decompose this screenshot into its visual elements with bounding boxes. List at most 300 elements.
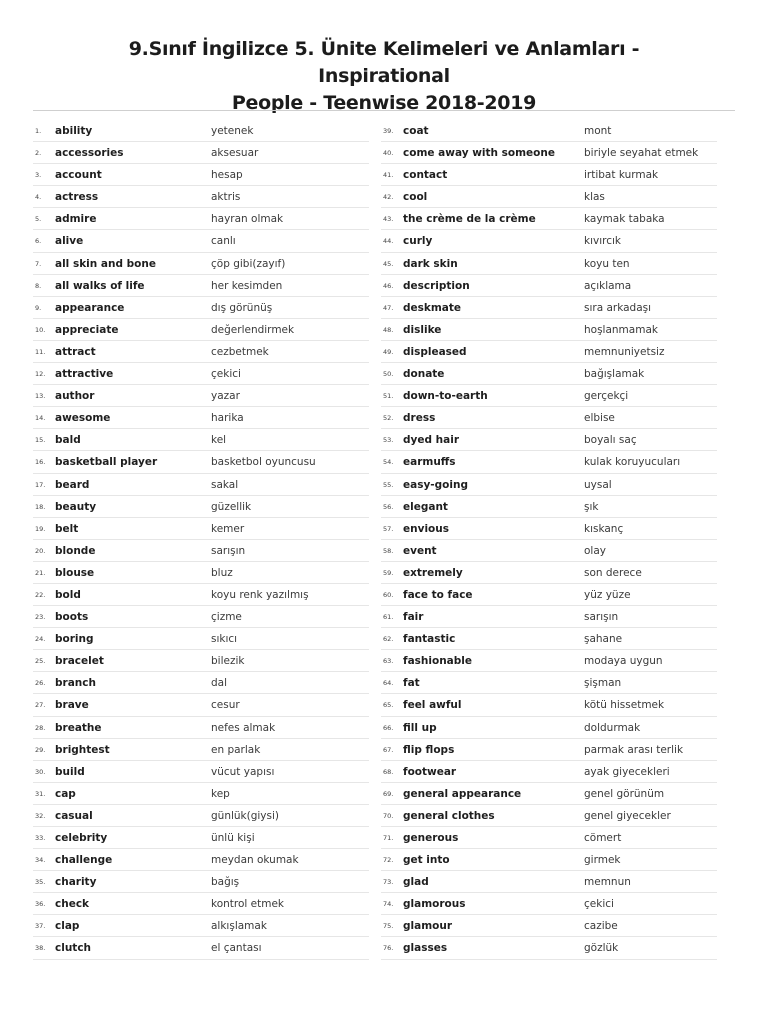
vocab-row bbox=[33, 650, 369, 672]
vocab-word: generous bbox=[403, 832, 459, 844]
vocab-number: 33. bbox=[35, 834, 46, 842]
vocab-word: admire bbox=[55, 213, 97, 226]
vocab-row bbox=[381, 915, 717, 937]
vocab-word: dyed hair bbox=[403, 434, 459, 447]
vocab-word: glad bbox=[403, 876, 429, 889]
vocab-row bbox=[33, 827, 369, 849]
vocab-number: 29. bbox=[35, 745, 46, 754]
vocab-meaning: canlı bbox=[211, 235, 236, 248]
vocab-word: glasses bbox=[403, 942, 448, 955]
vocab-meaning: şık bbox=[584, 500, 599, 513]
vocab-row bbox=[381, 937, 717, 959]
vocab-row bbox=[33, 562, 369, 584]
vocab-row bbox=[33, 363, 369, 385]
vocab-word: boring bbox=[55, 633, 94, 646]
vocab-meaning: harika bbox=[211, 412, 244, 425]
vocab-word: fashionable bbox=[403, 655, 472, 668]
vocab-row bbox=[33, 474, 369, 496]
vocab-word: flip flops bbox=[403, 743, 455, 756]
vocab-row bbox=[33, 937, 369, 959]
vocab-row bbox=[33, 142, 369, 164]
vocab-row bbox=[381, 584, 717, 606]
vocab-word: contact bbox=[403, 169, 448, 182]
vocab-row bbox=[381, 672, 717, 694]
vocab-row bbox=[33, 672, 369, 694]
vocab-meaning: genel görünüm bbox=[584, 787, 665, 800]
vocab-meaning: mont bbox=[584, 125, 612, 137]
vocab-number: 60. bbox=[383, 590, 394, 599]
vocab-number: 5. bbox=[35, 215, 42, 224]
vocab-meaning: kel bbox=[211, 434, 227, 447]
vocab-number: 2. bbox=[35, 149, 42, 158]
vocab-row bbox=[33, 297, 369, 319]
vocab-word: coat bbox=[403, 125, 429, 137]
vocab-meaning: girmek bbox=[584, 854, 621, 867]
vocab-row bbox=[33, 849, 369, 871]
vocab-meaning: olay bbox=[584, 544, 606, 557]
vocab-word: awesome bbox=[55, 412, 111, 425]
vocab-word: all skin and bone bbox=[55, 257, 156, 270]
vocab-number: 72. bbox=[383, 856, 394, 865]
vocab-number: 71. bbox=[383, 834, 394, 842]
vocab-word: the crème de la crème bbox=[403, 213, 536, 226]
vocab-meaning: bluz bbox=[211, 566, 233, 579]
vocab-meaning: cesur bbox=[211, 699, 240, 712]
vocab-word: donate bbox=[403, 368, 445, 381]
vocab-meaning: meydan okumak bbox=[211, 854, 299, 867]
vocab-meaning: memnuniyetsiz bbox=[584, 345, 665, 358]
vocab-meaning: sıra arkadaşı bbox=[584, 301, 652, 314]
vocab-row bbox=[33, 451, 369, 473]
vocab-meaning: kep bbox=[211, 787, 230, 800]
vocab-meaning: çekici bbox=[211, 368, 241, 381]
vocab-column-left bbox=[33, 120, 369, 960]
vocab-number: 42. bbox=[383, 193, 394, 202]
vocab-number: 69. bbox=[383, 789, 394, 798]
vocab-meaning: koyu ten bbox=[584, 257, 630, 270]
vocab-meaning: elbise bbox=[584, 412, 615, 425]
vocab-number: 13. bbox=[35, 392, 46, 401]
vocab-number: 54. bbox=[383, 458, 394, 467]
vocab-word: fair bbox=[403, 611, 424, 624]
vocab-number: 41. bbox=[383, 171, 394, 180]
vocab-row bbox=[33, 717, 369, 739]
vocab-meaning: parmak arası terlik bbox=[584, 743, 684, 756]
vocab-number: 6. bbox=[35, 237, 42, 246]
vocab-meaning: sıkıcı bbox=[211, 633, 238, 646]
vocab-meaning: boyalı saç bbox=[584, 434, 637, 447]
vocab-row bbox=[381, 871, 717, 893]
vocab-number: 24. bbox=[35, 635, 46, 644]
vocab-word: actress bbox=[55, 191, 99, 204]
vocab-number: 45. bbox=[383, 259, 394, 268]
title-divider bbox=[33, 110, 735, 111]
vocab-row bbox=[33, 805, 369, 827]
vocab-number: 25. bbox=[35, 657, 46, 666]
vocab-number: 32. bbox=[35, 811, 46, 820]
vocab-row bbox=[33, 341, 369, 363]
vocab-row bbox=[381, 186, 717, 208]
vocab-number: 76. bbox=[383, 944, 394, 953]
vocab-word: basketball player bbox=[55, 456, 158, 469]
vocab-number: 58. bbox=[383, 546, 394, 555]
vocab-number: 21. bbox=[35, 568, 46, 577]
vocab-word: general clothes bbox=[403, 809, 495, 822]
vocab-column-right bbox=[381, 120, 717, 960]
vocab-number: 16. bbox=[35, 458, 46, 467]
vocab-number: 23. bbox=[35, 613, 46, 622]
vocab-meaning: hayran olmak bbox=[211, 213, 284, 226]
vocab-number: 49. bbox=[383, 347, 394, 356]
vocab-meaning: yüz yüze bbox=[584, 588, 631, 601]
vocab-row bbox=[33, 915, 369, 937]
vocab-word: clutch bbox=[55, 942, 92, 955]
vocab-row bbox=[33, 120, 369, 142]
vocab-number: 67. bbox=[383, 745, 394, 754]
vocab-meaning: cazibe bbox=[584, 920, 618, 933]
vocab-word: deskmate bbox=[403, 301, 462, 314]
vocab-meaning: ayak giyecekleri bbox=[584, 765, 670, 778]
vocab-meaning: çöp gibi(zayıf) bbox=[211, 257, 286, 270]
vocab-meaning: gözlük bbox=[584, 942, 619, 955]
vocab-word: extremely bbox=[403, 566, 463, 579]
vocab-word: event bbox=[403, 544, 437, 557]
vocab-word: general appearance bbox=[403, 787, 522, 800]
vocab-number: 31. bbox=[35, 789, 46, 798]
vocab-number: 26. bbox=[35, 679, 46, 688]
vocab-number: 56. bbox=[383, 502, 394, 511]
vocab-word: brightest bbox=[55, 743, 110, 756]
vocab-number: 47. bbox=[383, 303, 394, 312]
vocab-row bbox=[33, 628, 369, 650]
vocab-meaning: kulak koruyucuları bbox=[584, 456, 681, 469]
vocab-meaning: kemer bbox=[211, 522, 245, 535]
vocab-number: 30. bbox=[35, 767, 46, 776]
vocab-row bbox=[381, 253, 717, 275]
vocab-word: fat bbox=[403, 677, 420, 690]
vocab-meaning: biriyle seyahat etmek bbox=[584, 147, 699, 160]
vocab-word: beauty bbox=[55, 500, 97, 513]
vocab-row bbox=[381, 628, 717, 650]
vocab-number: 66. bbox=[383, 723, 394, 732]
vocab-row bbox=[381, 540, 717, 562]
vocab-meaning: el çantası bbox=[211, 942, 262, 955]
vocab-meaning: uysal bbox=[584, 478, 612, 491]
vocab-word: belt bbox=[55, 522, 79, 535]
vocab-word: envious bbox=[403, 522, 449, 535]
vocab-meaning: koyu renk yazılmış bbox=[211, 588, 309, 601]
vocab-word: charity bbox=[55, 876, 97, 889]
vocab-meaning: dış görünüş bbox=[211, 301, 273, 314]
vocab-word: check bbox=[55, 898, 90, 911]
vocab-meaning: ünlü kişi bbox=[211, 832, 255, 844]
vocab-number: 68. bbox=[383, 767, 394, 776]
vocab-number: 20. bbox=[35, 546, 46, 555]
vocab-meaning: doldurmak bbox=[584, 721, 641, 734]
vocab-row bbox=[381, 717, 717, 739]
vocab-number: 10. bbox=[35, 325, 46, 334]
vocab-word: dislike bbox=[403, 323, 442, 336]
vocab-word: feel awful bbox=[403, 699, 462, 712]
vocab-number: 37. bbox=[35, 922, 46, 931]
vocab-meaning: vücut yapısı bbox=[211, 765, 275, 778]
vocab-meaning: sakal bbox=[211, 478, 239, 491]
vocab-row bbox=[381, 694, 717, 716]
vocab-word: bold bbox=[55, 588, 81, 601]
vocab-row bbox=[381, 120, 717, 142]
vocab-row bbox=[381, 142, 717, 164]
vocab-number: 1. bbox=[35, 127, 42, 135]
vocab-word: glamorous bbox=[403, 898, 466, 911]
vocab-row bbox=[381, 761, 717, 783]
vocab-row bbox=[33, 584, 369, 606]
vocab-number: 28. bbox=[35, 723, 46, 732]
vocab-word: build bbox=[55, 765, 85, 778]
vocab-row bbox=[381, 208, 717, 230]
vocab-word: get into bbox=[403, 854, 450, 867]
vocab-row bbox=[381, 451, 717, 473]
vocab-meaning: güzellik bbox=[211, 500, 252, 513]
vocab-word: come away with someone bbox=[403, 147, 555, 160]
vocab-word: casual bbox=[55, 809, 93, 822]
vocab-word: all walks of life bbox=[55, 279, 145, 292]
title-line-2: People - Teenwise 2018-2019 bbox=[231, 92, 537, 114]
vocab-word: fill up bbox=[403, 721, 437, 734]
vocab-number: 14. bbox=[35, 414, 46, 423]
vocab-meaning: nefes almak bbox=[211, 721, 276, 734]
vocab-meaning: sarışın bbox=[211, 544, 246, 557]
vocab-meaning: bilezik bbox=[211, 655, 245, 668]
vocab-meaning: sarışın bbox=[584, 611, 619, 624]
vocab-number: 65. bbox=[383, 701, 394, 710]
vocab-meaning: en parlak bbox=[211, 743, 261, 756]
vocab-number: 74. bbox=[383, 900, 394, 909]
vocab-number: 12. bbox=[35, 370, 46, 379]
vocab-meaning: her kesimden bbox=[211, 279, 283, 292]
vocab-number: 35. bbox=[35, 878, 46, 887]
vocab-number: 52. bbox=[383, 414, 394, 423]
vocab-number: 17. bbox=[35, 480, 46, 489]
vocab-row bbox=[381, 827, 717, 849]
vocab-meaning: alkışlamak bbox=[211, 920, 267, 933]
vocab-meaning: yetenek bbox=[211, 125, 254, 137]
vocab-row bbox=[33, 164, 369, 186]
vocab-word: breathe bbox=[55, 721, 102, 734]
vocab-row bbox=[33, 230, 369, 252]
vocab-number: 50. bbox=[383, 370, 394, 379]
vocab-meaning: aktris bbox=[211, 191, 241, 204]
vocab-word: down-to-earth bbox=[403, 390, 488, 403]
vocab-number: 40. bbox=[383, 149, 394, 158]
vocab-meaning: kıvırcık bbox=[584, 235, 621, 248]
vocab-word: attractive bbox=[55, 368, 114, 381]
vocab-row bbox=[33, 761, 369, 783]
vocab-meaning: irtibat kurmak bbox=[584, 169, 659, 182]
vocab-meaning: genel giyecekler bbox=[584, 809, 671, 822]
vocab-number: 19. bbox=[35, 524, 46, 533]
vocab-row bbox=[381, 275, 717, 297]
vocab-meaning: çizme bbox=[211, 611, 242, 624]
vocab-meaning: açıklama bbox=[584, 279, 632, 292]
vocab-word: bald bbox=[55, 434, 81, 447]
vocab-number: 57. bbox=[383, 524, 394, 533]
vocab-row bbox=[381, 496, 717, 518]
vocab-row bbox=[381, 893, 717, 915]
vocab-meaning: bağış bbox=[211, 876, 240, 889]
vocab-row bbox=[381, 297, 717, 319]
vocab-word: boots bbox=[55, 611, 89, 624]
vocab-row bbox=[381, 650, 717, 672]
vocab-number: 9. bbox=[35, 303, 42, 312]
vocab-number: 18. bbox=[35, 502, 46, 511]
vocab-number: 39. bbox=[383, 127, 394, 135]
vocab-row bbox=[381, 805, 717, 827]
vocab-row bbox=[381, 230, 717, 252]
vocab-word: author bbox=[55, 390, 95, 403]
vocab-row bbox=[381, 363, 717, 385]
vocab-meaning: basketbol oyuncusu bbox=[211, 456, 316, 469]
vocab-row bbox=[33, 694, 369, 716]
vocab-meaning: günlük(giysi) bbox=[211, 809, 280, 822]
vocab-number: 70. bbox=[383, 811, 394, 820]
vocab-meaning: kaymak tabaka bbox=[584, 213, 665, 226]
vocab-meaning: bağışlamak bbox=[584, 368, 645, 381]
vocab-number: 34. bbox=[35, 856, 46, 865]
vocab-meaning: şişman bbox=[584, 677, 622, 690]
vocab-meaning: cezbetmek bbox=[211, 345, 269, 358]
vocab-meaning: çekici bbox=[584, 898, 614, 911]
vocab-word: fantastic bbox=[403, 633, 456, 646]
vocab-meaning: şahane bbox=[584, 633, 623, 646]
vocab-meaning: hoşlanmamak bbox=[584, 323, 658, 336]
vocab-number: 22. bbox=[35, 590, 46, 599]
vocab-word: cool bbox=[403, 191, 428, 204]
vocab-word: earmuffs bbox=[403, 456, 456, 469]
vocab-meaning: dal bbox=[211, 677, 228, 690]
vocab-word: accessories bbox=[55, 147, 124, 160]
vocab-row bbox=[381, 164, 717, 186]
vocab-number: 59. bbox=[383, 568, 394, 577]
vocab-number: 7. bbox=[35, 259, 42, 268]
vocab-word: curly bbox=[403, 235, 433, 248]
vocab-row bbox=[381, 606, 717, 628]
vocab-number: 36. bbox=[35, 900, 46, 909]
vocab-number: 3. bbox=[35, 171, 42, 180]
vocab-row bbox=[33, 893, 369, 915]
vocab-word: branch bbox=[55, 677, 96, 690]
vocab-meaning: modaya uygun bbox=[584, 655, 663, 668]
vocab-meaning: memnun bbox=[584, 876, 631, 889]
page-title bbox=[60, 36, 708, 117]
vocab-word: dark skin bbox=[403, 257, 458, 270]
vocab-row bbox=[33, 606, 369, 628]
vocab-meaning: aksesuar bbox=[211, 147, 259, 160]
vocab-word: blonde bbox=[55, 544, 96, 557]
vocab-row bbox=[381, 783, 717, 805]
vocab-word: cap bbox=[55, 787, 76, 800]
vocab-number: 46. bbox=[383, 281, 394, 290]
vocab-meaning: cömert bbox=[584, 832, 622, 844]
vocab-meaning: kıskanç bbox=[584, 522, 624, 535]
vocab-word: appearance bbox=[55, 301, 125, 314]
vocab-row bbox=[33, 429, 369, 451]
vocab-number: 62. bbox=[383, 635, 394, 644]
vocab-word: displeased bbox=[403, 345, 467, 358]
vocab-row bbox=[381, 407, 717, 429]
vocab-number: 43. bbox=[383, 215, 394, 224]
vocab-word: appreciate bbox=[55, 323, 119, 336]
vocab-number: 61. bbox=[383, 613, 394, 622]
vocab-word: easy-going bbox=[403, 478, 468, 491]
vocab-meaning: klas bbox=[584, 191, 605, 204]
vocab-word: description bbox=[403, 279, 470, 292]
vocab-number: 8. bbox=[35, 281, 42, 290]
vocab-number: 63. bbox=[383, 657, 394, 666]
vocab-row bbox=[381, 319, 717, 341]
vocab-row bbox=[381, 562, 717, 584]
vocab-number: 48. bbox=[383, 325, 394, 334]
vocab-row bbox=[381, 429, 717, 451]
vocab-row bbox=[381, 474, 717, 496]
vocab-word: brave bbox=[55, 699, 89, 712]
title-line-1: 9.Sınıf İngilizce 5. Ünite Kelimeleri ve Anlamları - Inspirational bbox=[128, 38, 640, 87]
vocab-word: attract bbox=[55, 345, 96, 358]
vocab-row bbox=[33, 739, 369, 761]
vocab-word: challenge bbox=[55, 854, 113, 867]
vocab-meaning: değerlendirmek bbox=[211, 323, 295, 336]
vocab-number: 11. bbox=[35, 347, 46, 356]
vocab-word: account bbox=[55, 169, 102, 182]
vocab-word: alive bbox=[55, 235, 84, 248]
vocab-number: 64. bbox=[383, 679, 394, 688]
vocab-number: 15. bbox=[35, 436, 46, 445]
vocab-row bbox=[33, 783, 369, 805]
vocab-row bbox=[33, 496, 369, 518]
vocab-row bbox=[33, 208, 369, 230]
vocab-row bbox=[33, 275, 369, 297]
vocab-number: 73. bbox=[383, 878, 394, 887]
vocab-word: elegant bbox=[403, 500, 448, 513]
vocab-row bbox=[381, 341, 717, 363]
vocab-meaning: gerçekçi bbox=[584, 390, 629, 403]
vocab-number: 4. bbox=[35, 193, 42, 202]
vocab-word: footwear bbox=[403, 765, 457, 778]
vocab-word: ability bbox=[55, 125, 93, 137]
vocab-number: 75. bbox=[383, 922, 394, 931]
vocab-row bbox=[33, 385, 369, 407]
vocab-row bbox=[381, 849, 717, 871]
vocab-row bbox=[381, 739, 717, 761]
vocab-number: 55. bbox=[383, 480, 394, 489]
vocab-number: 27. bbox=[35, 701, 46, 710]
vocab-word: beard bbox=[55, 478, 90, 491]
vocab-row bbox=[33, 518, 369, 540]
vocab-row bbox=[33, 186, 369, 208]
vocab-row bbox=[33, 407, 369, 429]
vocab-meaning: yazar bbox=[211, 390, 240, 403]
vocab-word: face to face bbox=[403, 588, 473, 601]
vocab-row bbox=[33, 253, 369, 275]
vocab-word: blouse bbox=[55, 566, 95, 579]
vocab-word: celebrity bbox=[55, 832, 108, 844]
vocab-row bbox=[33, 540, 369, 562]
vocab-word: clap bbox=[55, 920, 80, 933]
vocab-row bbox=[381, 385, 717, 407]
vocab-word: bracelet bbox=[55, 655, 104, 668]
vocab-number: 38. bbox=[35, 944, 46, 953]
vocab-number: 53. bbox=[383, 436, 394, 445]
vocab-word: glamour bbox=[403, 920, 453, 933]
